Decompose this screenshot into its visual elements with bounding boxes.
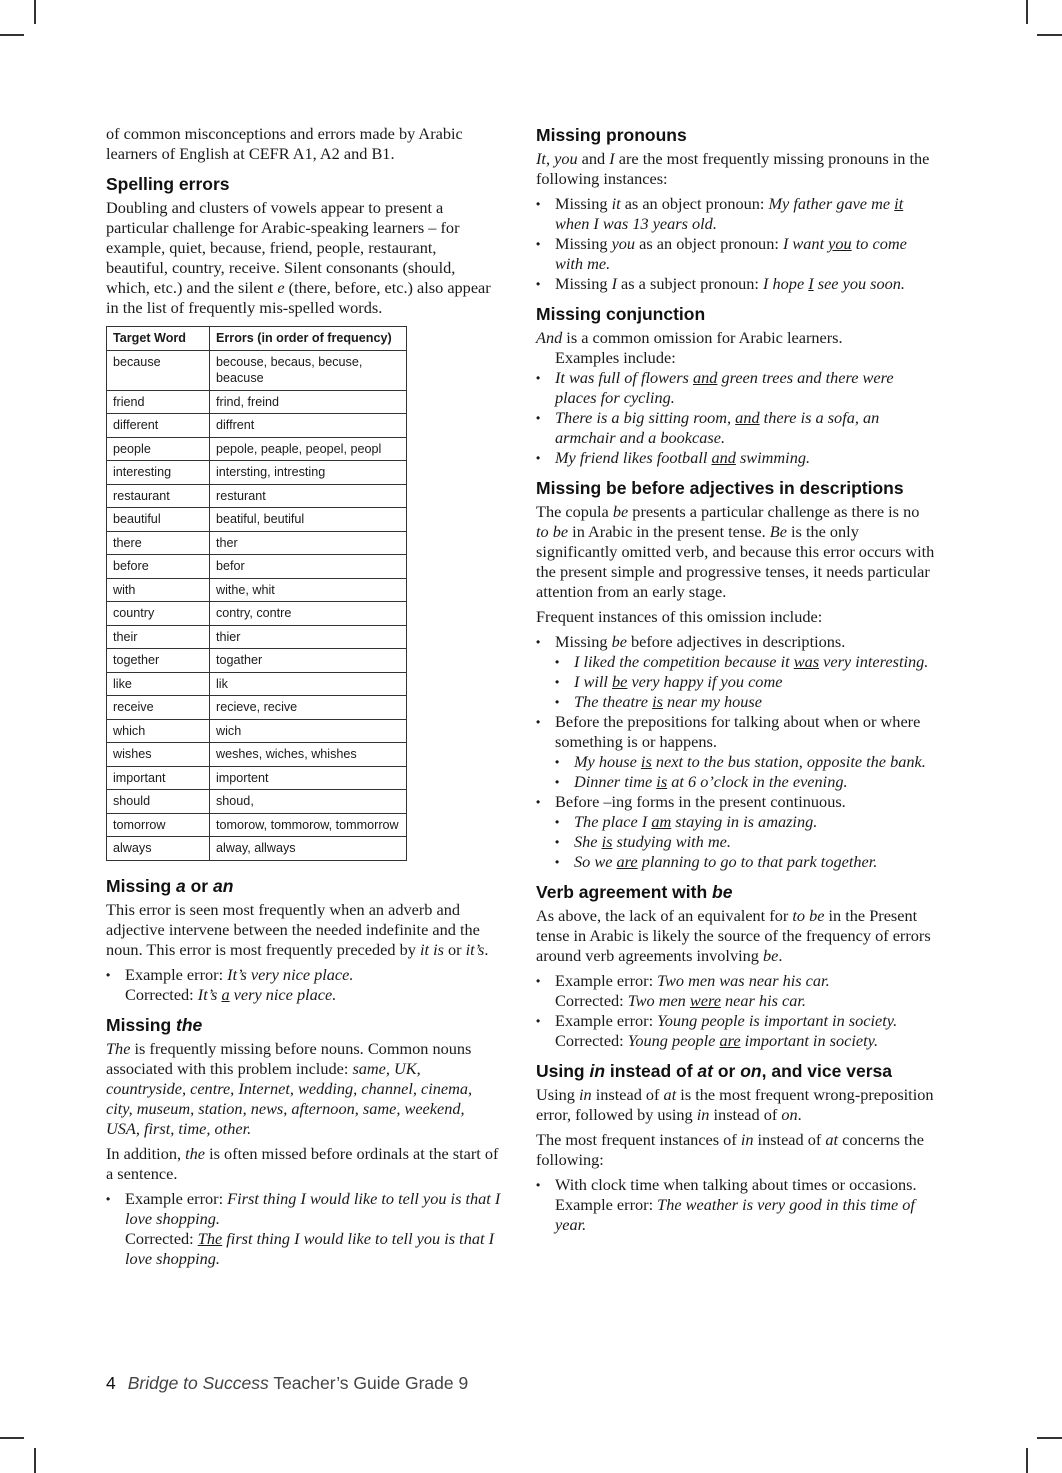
errors-cell: diffrent	[210, 414, 407, 438]
list-item: • Dinner time is at 6 o’clock in the evening.	[555, 772, 936, 792]
the-paragraph-1: The is frequently missing before nouns. Common nouns associated with this problem include: same, UK, countryside, centre, Internet, wedding, channel, cinema, city, museum, station, news, afternoon, same, weekend, USA, first, time, other.	[106, 1038, 473, 1138]
errors-cell: withe, whit	[210, 578, 407, 602]
list-item: • My friend likes football and swimming.	[536, 448, 936, 468]
list-item: • Example error: Two men was near his car. Corrected: Two men were near his car.	[536, 971, 936, 1011]
intro-paragraph: of common misconceptions and errors made by Arabic learners of English at CEFR A1, A2 and B1.	[106, 124, 463, 163]
table-body	[107, 350, 407, 860]
the-examples	[106, 1189, 501, 1269]
verb-agreement-list	[536, 971, 936, 1051]
list-item: • She is studying with me.	[555, 832, 936, 852]
section-heading-missing-the: Missing the	[106, 1014, 203, 1035]
errors-cell: alway, allways	[210, 837, 407, 861]
table-row	[107, 531, 407, 555]
list-item: • With clock time when talking about times or occasions. Example error: The weather is very good in this time of year.	[536, 1175, 936, 1235]
target-word-cell: important	[107, 766, 210, 790]
in-at-list	[536, 1175, 936, 1235]
target-word-cell: before	[107, 555, 210, 579]
errors-cell: togather	[210, 649, 407, 673]
sub-list	[555, 812, 936, 872]
section-heading-missing-be: Missing be before adjectives in descriptions	[536, 478, 904, 498]
errors-cell: recieve, recive	[210, 696, 407, 720]
a-an-paragraph: This error is seen most frequently when an adverb and adjective intervene between the needed indefinite and the noun. This error is most frequently preceded by it is or it’s.	[106, 899, 489, 959]
target-word-cell: which	[107, 719, 210, 743]
list-item: • Missing be before adjectives in descriptions. • I liked the competition because it was very interesting. • I will be very happy if you come • The theatre is near my house	[536, 632, 936, 712]
target-word-cell: should	[107, 790, 210, 814]
errors-cell: importent	[210, 766, 407, 790]
list-item: • Example error: It’s very nice place. Corrected: It’s a very nice place.	[106, 965, 501, 1005]
list-item: • Example error: Young people is important in society. Corrected: Young people are important in society.	[536, 1011, 936, 1051]
pronouns-paragraph: It, you and I are the most frequently missing pronouns in the following instances:	[536, 149, 930, 188]
table-row	[107, 696, 407, 720]
target-word-cell: country	[107, 602, 210, 626]
the-paragraph-2: In addition, the is often missed before ordinals at the start of a sentence.	[106, 1143, 499, 1183]
in-at-paragraph-2: The most frequent instances of in instead of at concerns the following:	[536, 1130, 924, 1169]
pronouns-list	[536, 194, 936, 294]
column-header-target-word: Target Word	[107, 327, 210, 351]
page-number: 4	[106, 1373, 116, 1393]
verb-agreement-paragraph: As above, the lack of an equivalent for to be in the Present tense in Arabic is likely the source of the frequency of errors around verb agreements involving be.	[536, 906, 931, 965]
crop-mark	[1026, 1448, 1028, 1473]
left-column	[106, 124, 501, 1274]
target-word-cell: beautiful	[107, 508, 210, 532]
section-heading-missing-pronouns: Missing pronouns	[536, 125, 687, 145]
table-row	[107, 602, 407, 626]
table-row	[107, 719, 407, 743]
book-title: Bridge to Success	[127, 1373, 269, 1393]
table-row	[107, 484, 407, 508]
table-header-row	[107, 327, 407, 351]
target-word-cell: with	[107, 578, 210, 602]
right-column	[536, 124, 936, 1240]
crop-mark	[0, 34, 24, 36]
section-heading-in-instead-of-at: Using in instead of at or on, and vice versa	[536, 1061, 892, 1081]
target-word-cell: different	[107, 414, 210, 438]
list-item: • I liked the competition because it was very interesting.	[555, 652, 936, 672]
target-word-cell: tomorrow	[107, 813, 210, 837]
section-heading-missing-a-or-an: Missing a or an	[106, 875, 234, 896]
section-heading-missing-conjunction: Missing conjunction	[536, 304, 706, 324]
target-word-cell: people	[107, 437, 210, 461]
be-paragraph-2: Frequent instances of this omission include:	[536, 607, 823, 626]
table-row	[107, 837, 407, 861]
list-item: • Before –ing forms in the present continuous. • The place I am staying in is amazing. • She is studying with me. • So we are planning to go to that park together.	[536, 792, 936, 872]
errors-cell: frind, freind	[210, 390, 407, 414]
list-item: • So we are planning to go to that park together.	[555, 852, 936, 872]
target-word-cell: interesting	[107, 461, 210, 485]
list-item: • The place I am staying in is amazing.	[555, 812, 936, 832]
errors-cell: tomorow, tommorow, tommorrow	[210, 813, 407, 837]
target-word-cell: together	[107, 649, 210, 673]
table-row	[107, 649, 407, 673]
sub-list	[555, 652, 936, 712]
target-word-cell: their	[107, 625, 210, 649]
table-row	[107, 625, 407, 649]
errors-cell: wich	[210, 719, 407, 743]
table-row	[107, 672, 407, 696]
errors-cell: contry, contre	[210, 602, 407, 626]
spelling-errors-table	[106, 326, 407, 861]
table-row	[107, 508, 407, 532]
crop-mark	[34, 0, 36, 24]
a-an-examples	[106, 965, 501, 1005]
spelling-paragraph: Doubling and clusters of vowels appear to present a particular challenge for Arabic-speaking learners – for example, quiet, because, friend, people, restaurant, beautiful, country, receive. Silent consonants (should, which, etc.) and the silent e (there, before, etc.) also appear in the list of frequently mis-spelled words.	[106, 198, 491, 317]
table-row	[107, 813, 407, 837]
list-item: • Missing it as an object pronoun: My father gave me it when I was 13 years old.	[536, 194, 936, 234]
table-row	[107, 390, 407, 414]
errors-cell: ther	[210, 531, 407, 555]
conjunction-paragraph: And is a common omission for Arabic learners. Examples include:	[536, 328, 843, 367]
section-heading-verb-agreement: Verb agreement with be	[536, 882, 733, 902]
conjunction-list	[536, 368, 936, 468]
table-row	[107, 461, 407, 485]
table-row	[107, 555, 407, 579]
target-word-cell: restaurant	[107, 484, 210, 508]
table-row	[107, 766, 407, 790]
errors-cell: shoud,	[210, 790, 407, 814]
crop-mark	[1026, 0, 1028, 24]
be-list	[536, 632, 936, 872]
errors-cell: befor	[210, 555, 407, 579]
errors-cell: thier	[210, 625, 407, 649]
list-item: • My house is next to the bus station, opposite the bank.	[555, 752, 936, 772]
target-word-cell: always	[107, 837, 210, 861]
target-word-cell: receive	[107, 696, 210, 720]
errors-cell: becouse, becaus, becuse, beacuse	[210, 350, 407, 390]
list-item: • Missing you as an object pronoun: I want you to come with me.	[536, 234, 936, 274]
list-item: • The theatre is near my house	[555, 692, 936, 712]
target-word-cell: friend	[107, 390, 210, 414]
page-footer	[106, 1373, 468, 1394]
table-row	[107, 414, 407, 438]
in-at-paragraph-1: Using in instead of at is the most frequent wrong-preposition error, followed by using in instead of on.	[536, 1085, 934, 1124]
book-subtitle: Teacher’s Guide Grade 9	[268, 1373, 469, 1393]
column-header-errors: Errors (in order of frequency)	[210, 327, 407, 351]
errors-cell: intersting, intresting	[210, 461, 407, 485]
table-row	[107, 578, 407, 602]
errors-cell: lik	[210, 672, 407, 696]
list-item: • There is a big sitting room, and there is a sofa, an armchair and a bookcase.	[536, 408, 936, 448]
errors-cell: beatiful, beutiful	[210, 508, 407, 532]
errors-cell: resturant	[210, 484, 407, 508]
table-row	[107, 743, 407, 767]
list-item: • Before the prepositions for talking about when or where something is or happens. • My house is next to the bus station, opposite the bank. • Dinner time is at 6 o’clock in the evening.	[536, 712, 936, 792]
crop-mark	[34, 1448, 36, 1473]
target-word-cell: there	[107, 531, 210, 555]
crop-mark	[1037, 1437, 1062, 1439]
list-item: • Missing I as a subject pronoun: I hope I see you soon.	[536, 274, 936, 294]
table-row	[107, 437, 407, 461]
list-item: • It was full of flowers and green trees and there were places for cycling.	[536, 368, 936, 408]
section-heading-spelling-errors: Spelling errors	[106, 174, 230, 194]
sub-list	[555, 752, 936, 792]
crop-mark	[1037, 34, 1062, 36]
errors-cell: weshes, wiches, whishes	[210, 743, 407, 767]
be-paragraph-1: The copula be presents a particular challenge as there is no to be in Arabic in the present tense. Be is the only significantly omitted verb, and because this error occurs with the present simple and progressive tenses, it needs particular attention from an early stage.	[536, 502, 935, 601]
list-item: • Example error: First thing I would like to tell you is that I love shopping. Corrected: The first thing I would like to tell you is that I love shopping.	[106, 1189, 501, 1269]
target-word-cell: like	[107, 672, 210, 696]
list-item: • I will be very happy if you come	[555, 672, 936, 692]
target-word-cell: wishes	[107, 743, 210, 767]
target-word-cell: because	[107, 350, 210, 390]
errors-cell: pepole, peaple, peopel, peopl	[210, 437, 407, 461]
crop-mark	[0, 1437, 24, 1439]
table-row	[107, 790, 407, 814]
table-row	[107, 350, 407, 390]
